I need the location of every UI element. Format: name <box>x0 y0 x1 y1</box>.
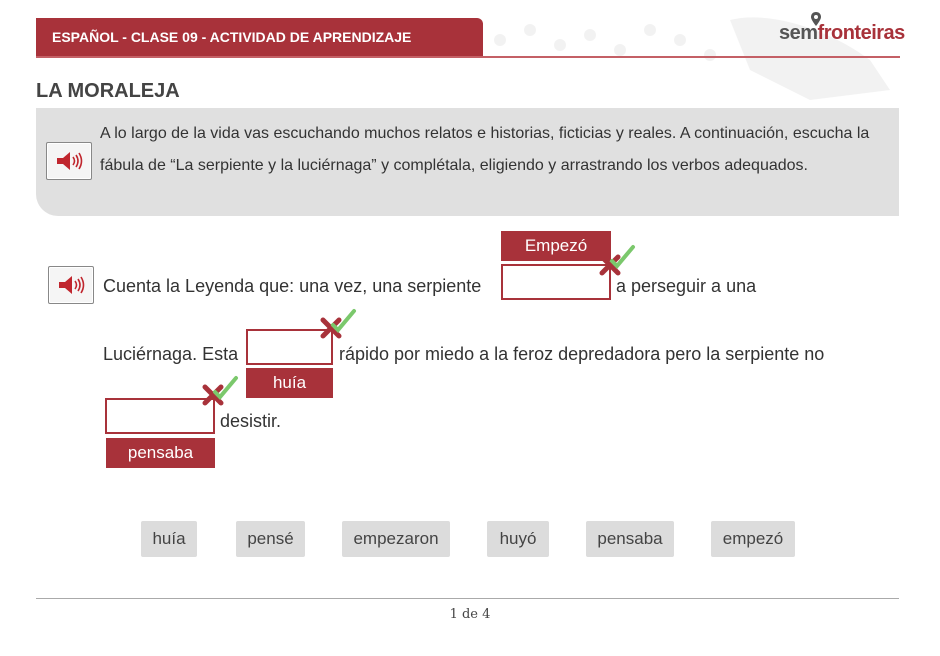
answer-tag-2[interactable]: huía <box>246 368 333 398</box>
story-line-1-start: Cuenta la Leyenda que: una vez, una serpiente <box>103 276 482 296</box>
answer-tag-3[interactable]: pensaba <box>106 438 215 468</box>
word-chip-pense[interactable]: pensé <box>236 521 305 557</box>
correct-check-icon <box>211 374 239 402</box>
word-chip-huia[interactable]: huía <box>141 521 197 557</box>
speaker-icon <box>55 151 85 171</box>
location-pin-icon <box>811 12 821 26</box>
correct-check-icon <box>608 243 636 271</box>
story-line-3-end: desistir. <box>220 411 282 431</box>
word-chip-pensaba[interactable]: pensaba <box>586 521 674 557</box>
word-chip-empezo[interactable]: empezó <box>711 521 795 557</box>
answer-tag-1[interactable]: Empezó <box>501 231 611 261</box>
word-chip-huyo[interactable]: huyó <box>487 521 549 557</box>
drop-blank-1[interactable] <box>501 264 611 300</box>
world-map-watermark <box>430 0 900 110</box>
exercise-audio-button[interactable] <box>48 266 94 304</box>
story-line-2-start: Luciérnaga. Esta <box>103 344 239 364</box>
page-indicator: 1 de 4 <box>449 607 491 622</box>
story-line-1-end: a perseguir a una <box>616 276 757 296</box>
speaker-icon <box>57 275 87 295</box>
semfronteiras-logo: semfronteiras <box>779 22 905 45</box>
intro-instructions: A lo largo de la vida vas escuchando muchos relatos e historias, ficticias y reales. A continuación, escucha la fábula de “La serpiente y la luciérnaga” y complétala, eligiendo y arrastrando los verbos adequados. <box>100 125 870 174</box>
intro-audio-button[interactable] <box>46 142 92 180</box>
footer-divider <box>36 598 899 599</box>
intro-box <box>36 108 899 216</box>
word-chip-empezaron[interactable]: empezaron <box>342 521 450 557</box>
activity-title: ESPAÑOL - CLASE 09 - ACTIVIDAD DE APRENDIZAJE <box>52 29 412 45</box>
correct-check-icon <box>329 307 357 335</box>
drop-blank-3[interactable] <box>105 398 215 434</box>
section-title: LA MORALEJA <box>36 80 180 102</box>
header-divider <box>36 56 900 58</box>
activity-header-banner <box>36 18 483 57</box>
story-line-2-end: rápido por miedo a la feroz depredadora pero la serpiente no <box>339 344 825 364</box>
